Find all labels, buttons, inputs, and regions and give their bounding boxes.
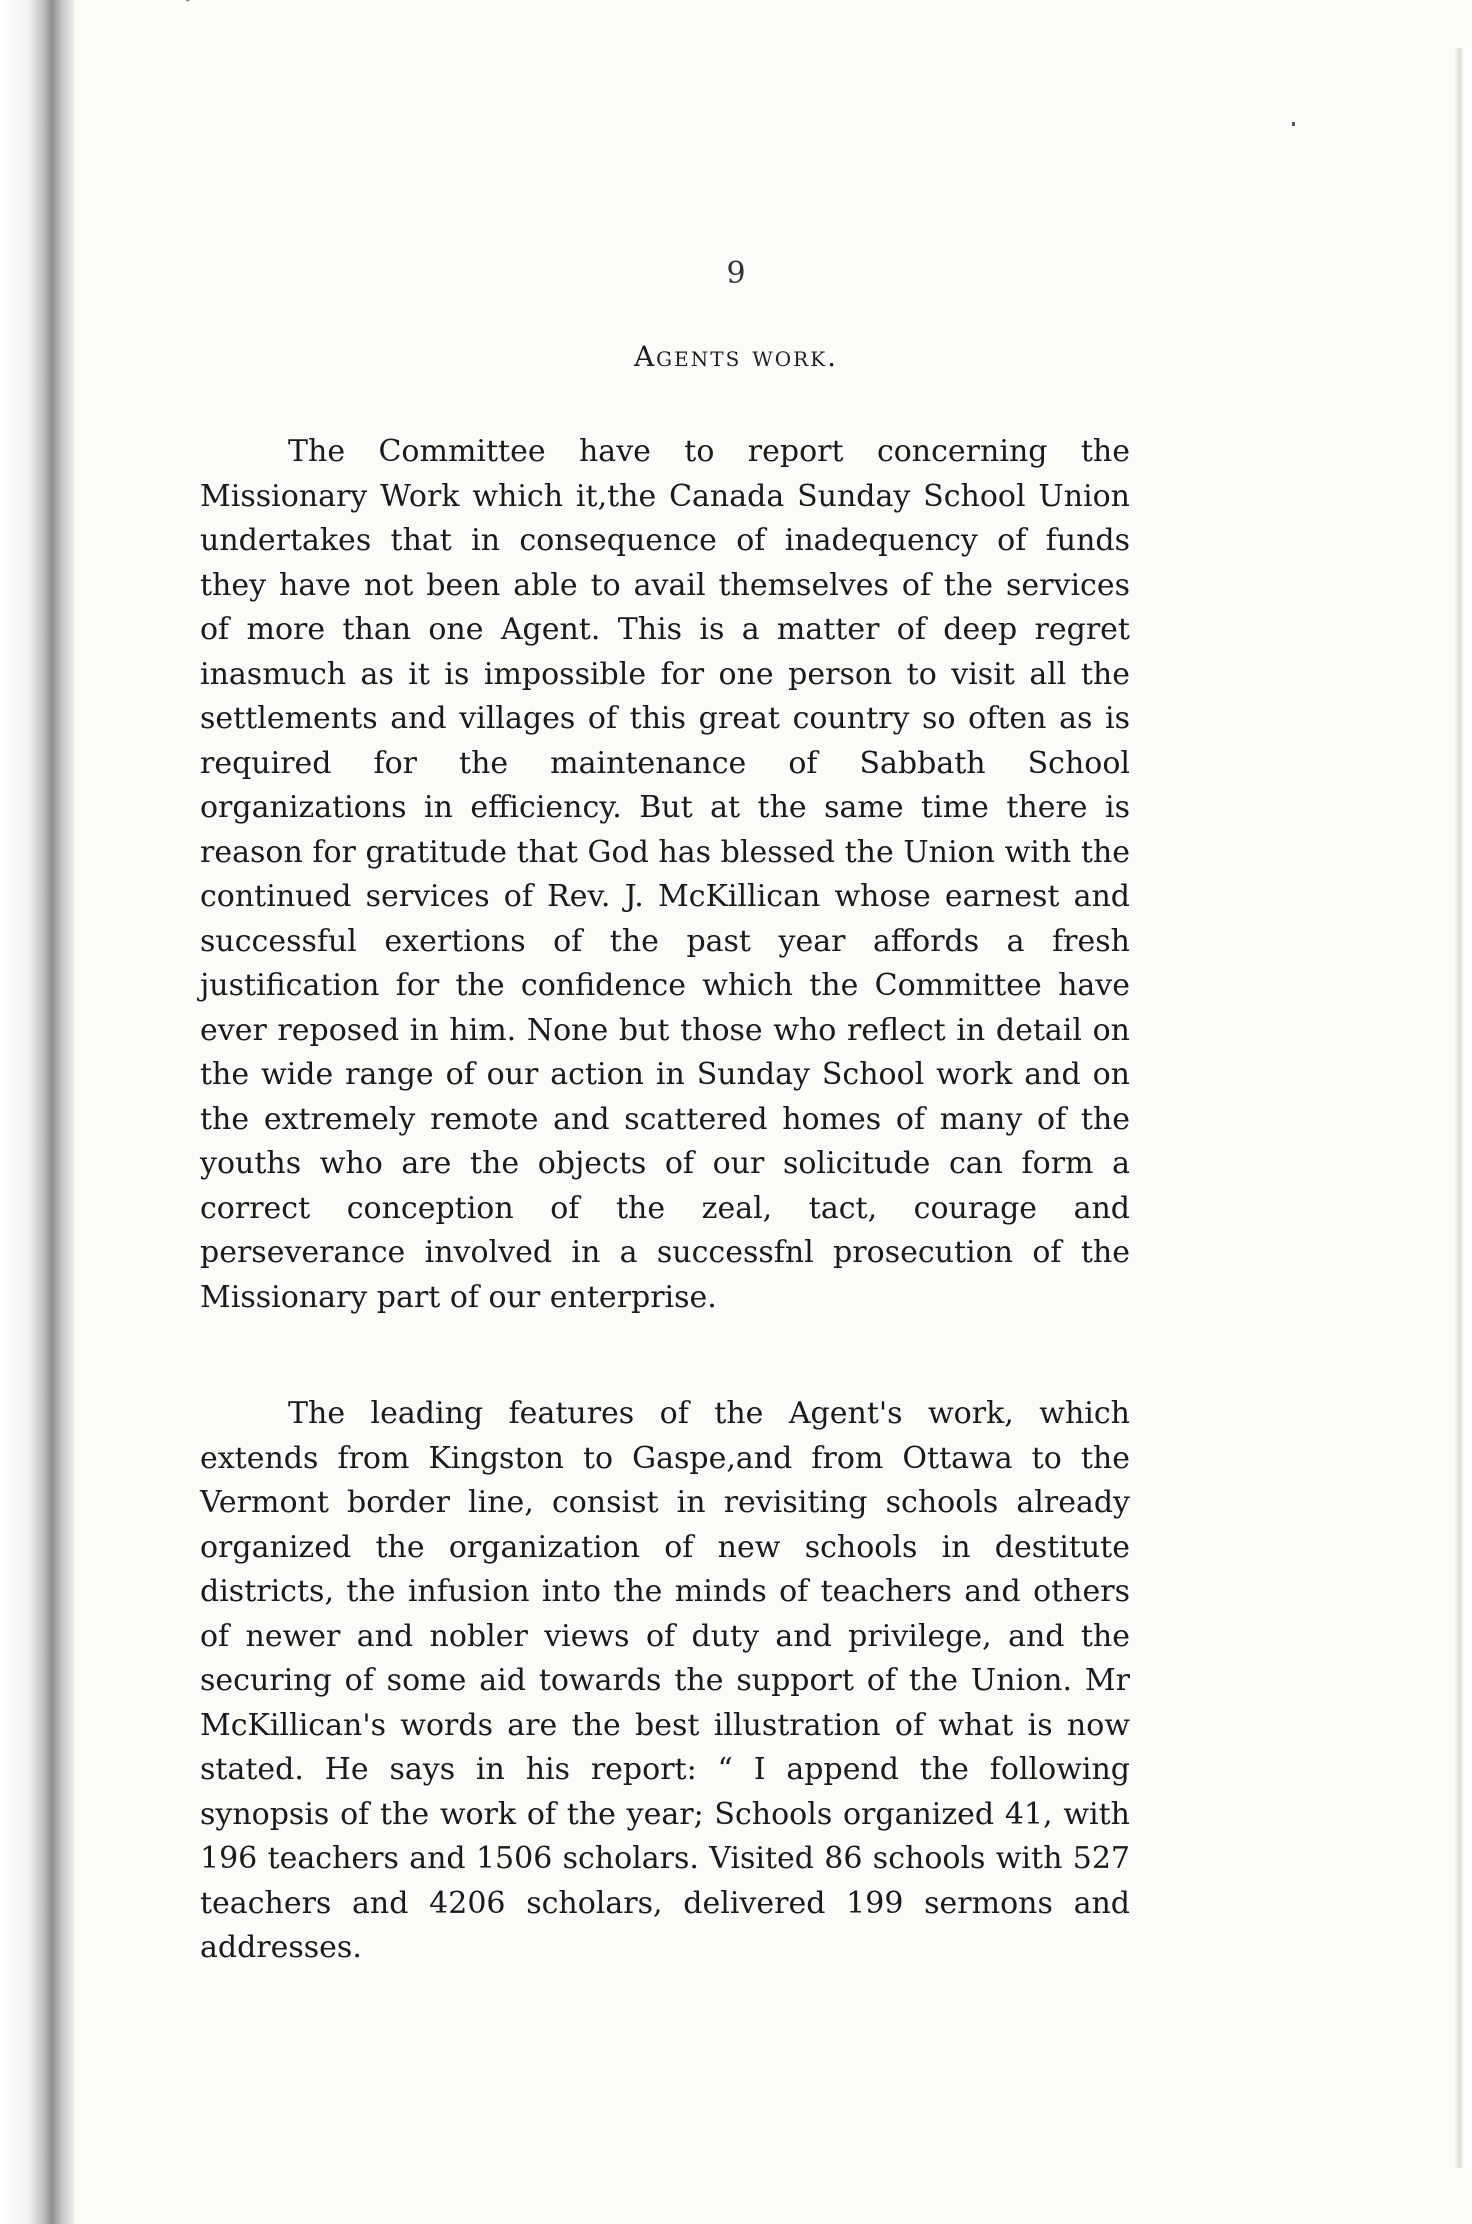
book-spine-shadow	[0, 0, 74, 2224]
ink-speck	[1292, 122, 1295, 126]
paragraph-2	[200, 1392, 1130, 1971]
page-number: 9	[726, 256, 746, 291]
paragraph-2-text: The leading features of the Agent's work, which extends from Kingston to Gaspe,and from Ottawa to the Vermont border line, consist in revisiting schools already organized the organization of new schools in destitute districts, the infusion into the minds of teachers and others of newer and nobler views of duty and privilege, and the securing of some aid towards the support of the Union. Mr McKillican's words are the best illustration of what is now stated. He says in his report: “ I append the following synopsis of the work of the year; Schools organized 41, with 196 teachers and 1506 scholars. Visited 86 schools with 527 teachers and 4206 scholars, delivered 199 sermons and addresses.	[200, 1396, 1130, 1965]
paragraph-1-text: The Committee have to report concerning the Missionary Work which it,the Canada Sunday School Union undertakes that in consequence of inadequency of funds they have not been able to avail themselves of the services of more than one Agent. This is a matter of deep regret inasmuch as it is impossible for one person to visit all the settlements and villages of this great country so often as is required for the maintenance of Sabbath School organizations in efficiency. But at the same time there is reason for gratitude that God has blessed the Union with the continued services of Rev. J. McKillican whose earnest and successful exertions of the past year affords a fresh justification for the confidence which the Committee have ever reposed in him. None but those who reflect in detail on the wide range of our action in Sunday School work and on the extremely remote and scattered homes of many of the youths who are the objects of our solicitude can form a correct conception of the zeal, tact, courage and perseverance involved in a successfnl prosecution of the Missionary part of our enterprise.	[200, 434, 1130, 1315]
paragraph-1	[200, 430, 1130, 1320]
section-heading: Agents work.	[633, 340, 839, 373]
corner-mark	[186, 0, 230, 16]
